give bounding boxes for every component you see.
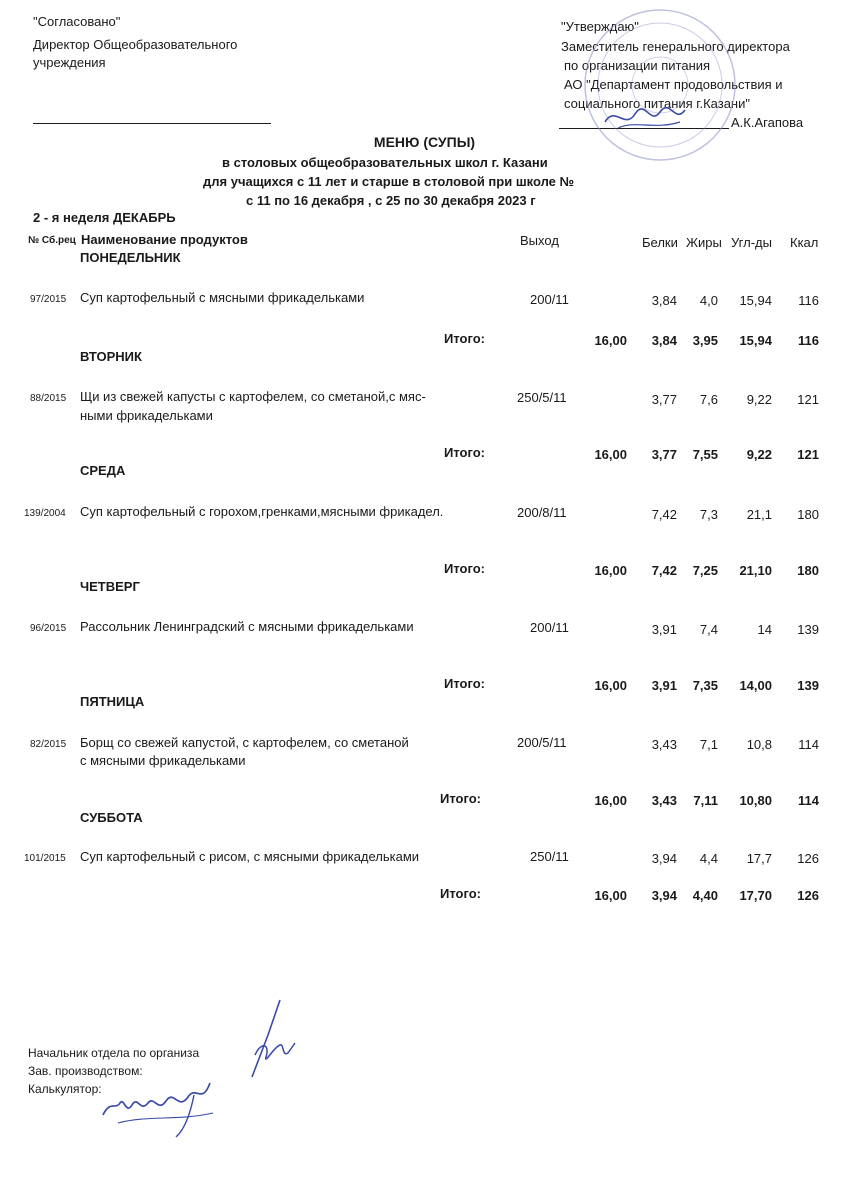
total-kcal: 116 (798, 333, 819, 348)
footer-signature-1 (240, 995, 310, 1085)
total-label: Итого: (444, 445, 485, 460)
total-protein: 3,77 (651, 447, 677, 462)
recipe-code: 88/2015 (30, 393, 67, 404)
dish-fat: 7,1 (699, 737, 718, 752)
subtitle-students: для учащихся с 11 лет и старше в столовой при школе № (203, 174, 575, 189)
page-title: МЕНЮ (СУПЫ) (373, 134, 476, 150)
dish-name: Щи из свежей капусты с картофелем, со сметаной,с мяс- (80, 389, 426, 404)
col-header-carbs: Угл-ды (731, 235, 772, 250)
dish-name: Рассольник Ленинградский с мясными фрикадельками (80, 619, 414, 634)
dish-fat: 7,4 (699, 622, 718, 637)
subtitle-schools: в столовых общеобразовательных школ г. Казани (222, 155, 548, 170)
dish-carbs: 10,8 (746, 737, 772, 752)
total-kcal: 121 (797, 447, 819, 462)
total-price: 16,00 (594, 333, 627, 348)
dish-protein: 7,42 (651, 507, 677, 522)
dish-fat: 7,3 (699, 507, 718, 522)
dish-name: Борщ со свежей капустой, с картофелем, со сметаной (80, 735, 409, 750)
dish-name: Суп картофельный с рисом, с мясными фрикадельками (80, 849, 420, 864)
dish-fat: 7,6 (699, 392, 718, 407)
col-header-protein: Белки (642, 235, 678, 250)
dish-output: 250/11 (530, 849, 569, 864)
approval-left-position: Директор Общеобразовательного (33, 37, 238, 52)
total-label: Итого: (444, 561, 485, 576)
total-label: Итого: (440, 886, 481, 901)
footer-dept-head: Начальник отдела по организа (28, 1046, 200, 1060)
total-carbs: 15,94 (739, 333, 772, 348)
col-header-kcal: Ккал (790, 235, 819, 250)
recipe-code: 82/2015 (30, 739, 67, 750)
day-heading: СУББОТА (80, 810, 143, 825)
dish-output: 200/11 (530, 620, 569, 635)
recipe-code: 96/2015 (30, 623, 67, 634)
total-kcal: 126 (797, 888, 819, 903)
total-fat: 3,95 (692, 333, 718, 348)
total-protein: 3,94 (651, 888, 677, 903)
dish-carbs: 14 (757, 622, 772, 637)
approval-right-position: Заместитель генерального директора (561, 39, 790, 54)
dish-protein: 3,91 (651, 622, 677, 637)
total-carbs: 10,80 (739, 793, 772, 808)
approval-left-org: учреждения (33, 55, 106, 70)
col-header-output: Выход (520, 233, 559, 248)
dish-output: 200/8/11 (517, 505, 567, 520)
recipe-code: 139/2004 (24, 508, 66, 519)
total-carbs: 9,22 (746, 447, 772, 462)
total-label: Итого: (440, 791, 481, 806)
total-kcal: 139 (797, 678, 819, 693)
day-heading: СРЕДА (80, 463, 126, 478)
subtitle-dates: с 11 по 16 декабря , с 25 по 30 декабря 2023 г (246, 193, 536, 208)
total-fat: 7,11 (693, 793, 718, 808)
dish-carbs: 17,7 (746, 851, 772, 866)
dish-protein: 3,84 (651, 293, 677, 308)
dish-carbs: 15,94 (739, 293, 772, 308)
dish-output: 200/5/11 (517, 735, 567, 750)
day-heading: ПОНЕДЕЛЬНИК (80, 250, 181, 265)
approval-right-company-2: социального питания г.Казани" (564, 96, 750, 111)
total-carbs: 21,10 (739, 563, 772, 578)
total-carbs: 14,00 (739, 678, 772, 693)
total-price: 16,00 (594, 447, 627, 462)
dish-protein: 3,43 (651, 737, 677, 752)
dish-fat: 4,4 (699, 851, 718, 866)
dish-kcal: 121 (797, 392, 819, 407)
week-label: 2 - я неделя ДЕКАБРЬ (33, 210, 176, 225)
total-protein: 3,91 (651, 678, 677, 693)
total-fat: 7,25 (692, 563, 718, 578)
col-header-fat: Жиры (686, 235, 722, 250)
dish-name-cont: ными фрикадельками (80, 408, 213, 423)
approval-right-signer: А.К.Агапова (731, 115, 804, 130)
recipe-code: 101/2015 (24, 853, 66, 864)
day-heading: ПЯТНИЦА (80, 694, 145, 709)
dish-kcal: 116 (798, 293, 819, 308)
footer-signature-2 (98, 1075, 223, 1140)
footer-calculator: Калькулятор: (28, 1082, 102, 1096)
dish-carbs: 21,1 (746, 507, 772, 522)
total-price: 16,00 (594, 793, 627, 808)
total-kcal: 114 (798, 793, 819, 808)
dish-name: Суп картофельный с горохом,гренками,мясными фрикадел. (80, 504, 444, 519)
total-price: 16,00 (594, 888, 627, 903)
col-header-recipe-no: № Сб.рец (28, 235, 76, 246)
dish-name: Суп картофельный с мясными фрикадельками (80, 290, 365, 305)
total-fat: 7,55 (692, 447, 718, 462)
day-heading: ЧЕТВЕРГ (80, 579, 140, 594)
dish-name-cont: с мясными фрикадельками (80, 753, 246, 768)
total-label: Итого: (444, 331, 485, 346)
day-heading: ВТОРНИК (80, 349, 142, 364)
total-label: Итого: (444, 676, 485, 691)
approval-right-title: "Утверждаю" (561, 19, 639, 34)
col-header-name: Наименование продуктов (81, 232, 248, 247)
dish-output: 200/11 (530, 292, 569, 307)
dish-kcal: 180 (797, 507, 819, 522)
total-protein: 3,84 (651, 333, 677, 348)
dish-protein: 3,94 (651, 851, 677, 866)
approval-right-dept: по организации питания (564, 58, 711, 73)
dish-protein: 3,77 (651, 392, 677, 407)
total-protein: 3,43 (651, 793, 677, 808)
dish-carbs: 9,22 (746, 392, 772, 407)
approval-left-signature-line (33, 123, 271, 124)
recipe-code: 97/2015 (30, 294, 67, 305)
dish-output: 250/5/11 (517, 390, 567, 405)
total-kcal: 180 (797, 563, 819, 578)
total-carbs: 17,70 (739, 888, 772, 903)
approval-left-title: "Согласовано" (33, 14, 121, 29)
total-price: 16,00 (594, 678, 627, 693)
approval-right-company: АО "Департамент продовольствия и (564, 77, 783, 92)
total-fat: 4,40 (692, 888, 718, 903)
dish-fat: 4,0 (699, 293, 718, 308)
total-price: 16,00 (594, 563, 627, 578)
dish-kcal: 126 (797, 851, 819, 866)
dish-kcal: 139 (797, 622, 819, 637)
total-fat: 7,35 (692, 678, 718, 693)
dish-kcal: 114 (798, 737, 819, 752)
footer-production-manager: Зав. производством: (28, 1064, 143, 1078)
total-protein: 7,42 (651, 563, 677, 578)
